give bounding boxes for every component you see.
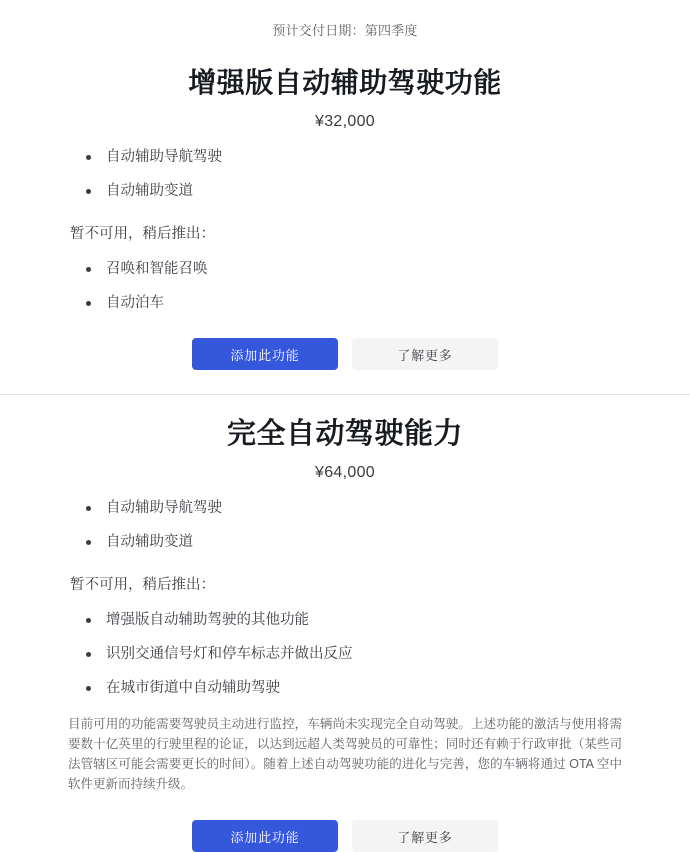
unavailable-label: 暂不可用，稍后推出： bbox=[70, 226, 215, 242]
unavailable-label: 暂不可用，稍后推出： bbox=[70, 577, 215, 593]
list-item: 增强版自动辅助驾驶的其他功能 bbox=[86, 612, 690, 629]
fsd-disclaimer: 目前可用的功能需要驾驶员主动进行监控，车辆尚未实现完全自动驾驶。上述功能的激活与使用将需要数十亿英里的行驶里程的论证，以达到远超人类驾驶员的可靠性；同时还有赖于行政审批（某些司法管辖区可能会需要更长的时间）。随着上述自动驾驶功能的进化与完善，您的车辆将通过 OTA 空中软件更新而持续升级。 bbox=[68, 717, 622, 791]
package-title: 完全自动驾驶能力 bbox=[226, 418, 463, 450]
learn-more-button[interactable]: 了解更多 bbox=[352, 338, 498, 370]
package-title: 增强版自动辅助驾驶功能 bbox=[188, 67, 502, 98]
package-actions bbox=[0, 820, 690, 852]
delivery-date-note: 预计交付日期：第四季度 bbox=[272, 23, 418, 38]
section-divider bbox=[0, 394, 690, 395]
add-feature-button[interactable]: 添加此功能 bbox=[192, 338, 338, 370]
package-price: ¥32,000 bbox=[315, 113, 375, 130]
list-item: 召唤和智能召唤 bbox=[86, 261, 690, 278]
list-item: 在城市街道中自动辅助驾驶 bbox=[86, 680, 690, 697]
list-item: 自动泊车 bbox=[86, 295, 690, 312]
list-item: 自动辅助变道 bbox=[86, 183, 690, 200]
learn-more-button[interactable]: 了解更多 bbox=[352, 820, 498, 852]
list-item: 识别交通信号灯和停车标志并做出反应 bbox=[86, 646, 690, 663]
list-item: 自动辅助导航驾驶 bbox=[86, 149, 690, 166]
list-item: 自动辅助导航驾驶 bbox=[86, 500, 690, 517]
available-feature-list bbox=[0, 500, 690, 551]
list-item: 自动辅助变道 bbox=[86, 534, 690, 551]
available-feature-list bbox=[0, 149, 690, 200]
package-actions bbox=[0, 338, 690, 370]
unavailable-feature-list bbox=[0, 261, 690, 312]
package-enhanced-autopilot bbox=[0, 61, 690, 395]
unavailable-feature-list bbox=[0, 612, 690, 697]
add-feature-button[interactable]: 添加此功能 bbox=[192, 820, 338, 852]
package-full-self-driving bbox=[0, 411, 690, 852]
package-price: ¥64,000 bbox=[315, 464, 375, 481]
